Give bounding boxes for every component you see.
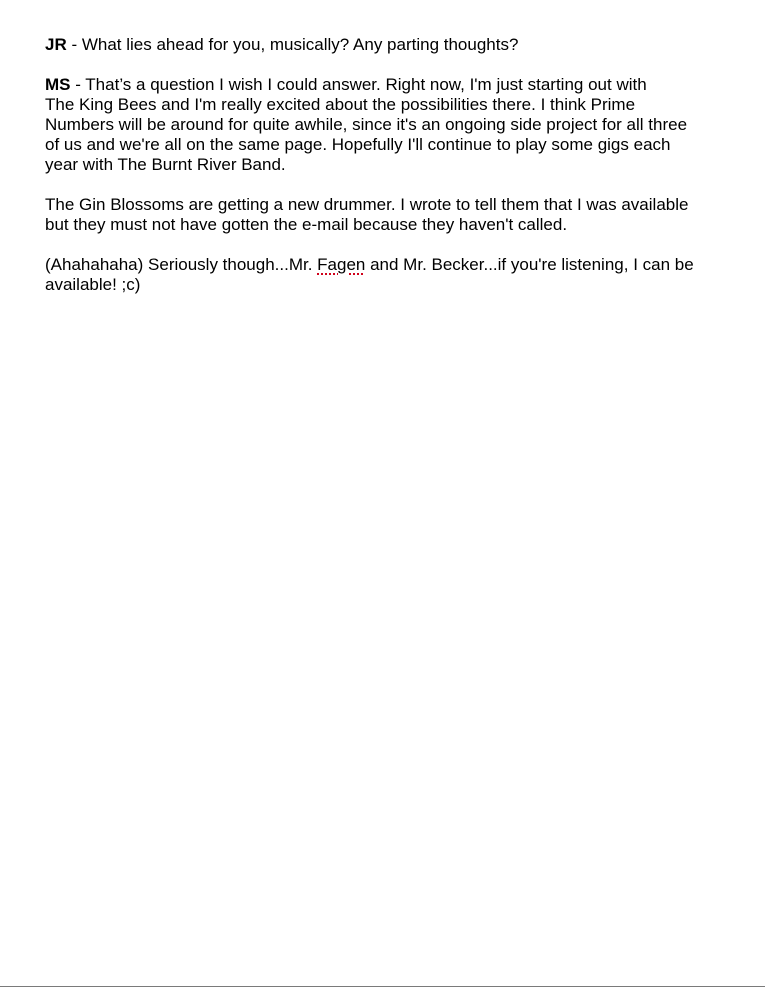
closing-text-after: and Mr. Becker...if you're listening, I can be [365,255,694,274]
speaker-ms: MS [45,75,71,94]
answer-line-3: Numbers will be around for quite awhile, since it's an ongoing side project for all three [45,115,688,134]
question-paragraph [45,35,735,55]
answer-line-4: of us and we're all on the same page. Hopefully I'll continue to play some gigs each [45,135,671,154]
document-body [45,35,735,315]
closing-paragraph [45,255,735,295]
speaker-jr: JR [45,35,67,54]
closing-line-1 [45,255,735,275]
answer-line-5: year with The Burnt River Band. [45,155,286,174]
question-line [45,35,735,55]
gin-blossoms-line-1: The Gin Blossoms are getting a new drummer. I wrote to tell them that I was available [45,195,689,214]
misspelled-word[interactable]: Fagen [317,255,366,274]
answer-line-2: The King Bees and I'm really excited about the possibilities there. I think Prime [45,95,636,114]
page-bottom-edge [0,986,765,987]
answer-text-1: - That’s a question I wish I could answer. Right now, I'm just starting out with [70,75,647,94]
closing-text-before: (Ahahahaha) Seriously though...Mr. [45,255,318,274]
gin-blossoms-line-2: but they must not have gotten the e-mail because they haven't called. [45,215,568,234]
answer-line-1 [45,75,735,95]
gin-blossoms-paragraph [45,195,735,235]
question-text: - What lies ahead for you, musically? Any parting thoughts? [66,35,519,54]
closing-line-2: available! ;c) [45,275,141,294]
answer-paragraph [45,75,735,175]
